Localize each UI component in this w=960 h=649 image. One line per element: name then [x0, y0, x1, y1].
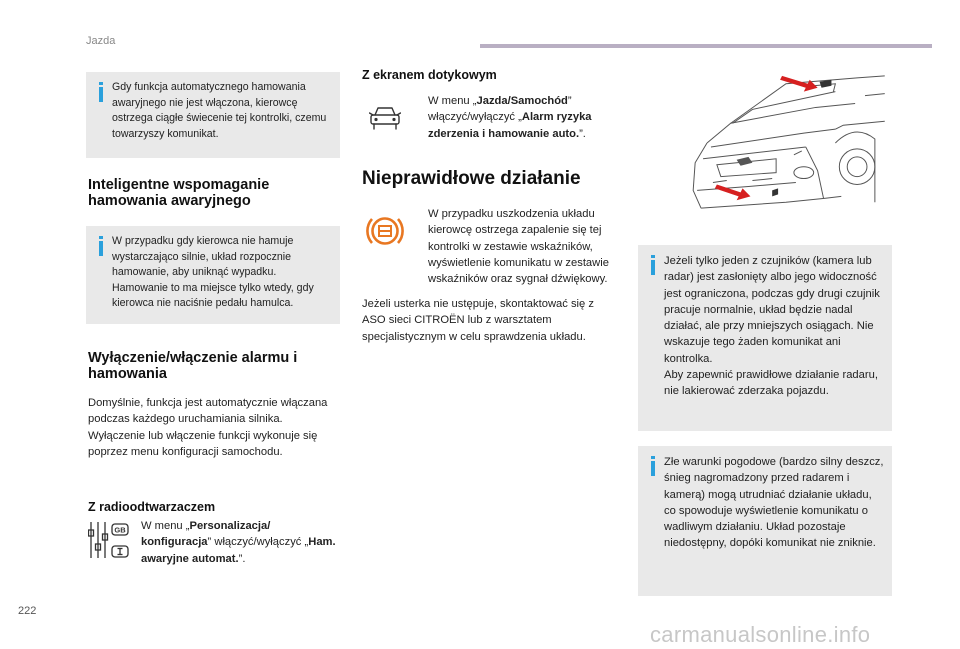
body-line: Domyślnie, funkcja jest automatycznie włączana podczas każdego uruchamiania silnika.	[88, 397, 328, 426]
menu-name: Jazda/Samochód	[476, 95, 568, 107]
text-run: ” włączyć/wyłączyć „	[207, 536, 309, 549]
info-icon	[646, 456, 660, 476]
note-text: W przypadku gdy kierowca nie hamuje wystarczająco silnie, układ rozpocznie hamowanie, aby uniknąć wypadku. Hamowanie to ma miejsce tylko wtedy, gdy kierowca nie naciśnie pedału hamulca.	[112, 235, 314, 310]
text-run: W menu „	[141, 520, 190, 532]
gb-label: GB	[114, 525, 126, 535]
section-heading: Inteligentne wspomaganie hamowania awaryjnego	[88, 177, 270, 209]
section-title-malfunction: Nieprawidłowe działanie	[362, 168, 581, 189]
info-note	[86, 72, 340, 158]
text-run: ”.	[238, 552, 246, 565]
info-note	[86, 226, 340, 324]
subsection-heading: Z ekranem dotykowym	[362, 68, 497, 82]
body-paragraph	[88, 395, 340, 460]
brake-warning-icon	[365, 211, 405, 251]
menu-name: Personalizacja/ konfiguracja	[141, 520, 271, 549]
page-number: 222	[18, 605, 37, 617]
info-icon	[94, 236, 108, 256]
section-title: Jazda	[86, 35, 116, 47]
text-run: W menu „	[428, 95, 477, 107]
note-text	[664, 253, 884, 400]
text-run: ” włączyć/wyłączyć „	[428, 95, 572, 124]
info-icon	[94, 82, 108, 102]
menu-option: Ham. awaryjne automat.	[141, 536, 336, 565]
note-text: Gdy funkcja automatycznego hamowania awaryjnego nie jest włączona, kierowcę ostrzega ciągłe świecenie tej kontrolki, czemu towarzyszy komunikat.	[112, 81, 327, 140]
touchscreen-instruction	[428, 93, 618, 142]
car-icon	[369, 103, 401, 131]
body-line: Wyłączenie lub włączenie funkcji wykonuje się poprzez menu konfiguracji samochodu.	[88, 429, 318, 458]
menu-option: Alarm ryzyka zderzenia i hamowanie auto.	[428, 111, 592, 140]
text-run: ”.	[579, 127, 586, 140]
body-paragraph: Jeżeli usterka nie ustępuje, skontaktować się z ASO sieci CITROËN lub z warsztatem specjalistycznym w celu sprawdzenia układu.	[362, 298, 594, 343]
warning-text: W przypadku uszkodzenia układu kierowcę ostrzega zapalenie się tej kontrolki w zestawie wskaźników, wyświetlenie komunikatu w zestawie wskaźników oraz sygnał dźwiękowy.	[428, 208, 609, 286]
info-note	[638, 245, 892, 431]
vehicle-illustration	[684, 64, 888, 222]
subsection-heading: Z radioodtwarzaczem	[88, 500, 216, 514]
info-icon	[646, 255, 660, 275]
section-bar	[480, 44, 932, 48]
note-line: Aby zapewnić prawidłowe działanie radaru, nie lakierować zderzaka pojazdu.	[664, 369, 878, 398]
radio-instruction	[141, 518, 341, 567]
info-note	[638, 446, 892, 596]
radio-settings-icon	[88, 520, 130, 560]
note-text: Złe warunki pogodowe (bardzo silny deszcz, śnieg nagromadzony przed radarem i kamerą) mogą utrudniać działanie układu, co spowoduje wyświetlenie komunikatu o wadliwym działaniu. Układ pozostaje niedostępny, dopóki komunikat nie zniknie.	[664, 456, 884, 550]
note-line: Jeżeli tylko jeden z czujników (kamera lub radar) jest zasłonięty albo jego widoczność jest ograniczona, podczas gdy drugi czujnik pracuje normalnie, układ będzie nadal działać, ale przy mniejszych osiągach. Nie wskazuje tego żaden komunikat ani kontrolka.	[664, 255, 880, 365]
watermark: carmanualsonline.info	[650, 622, 871, 647]
section-heading: Wyłączenie/włączenie alarmu i hamowania	[88, 350, 298, 382]
